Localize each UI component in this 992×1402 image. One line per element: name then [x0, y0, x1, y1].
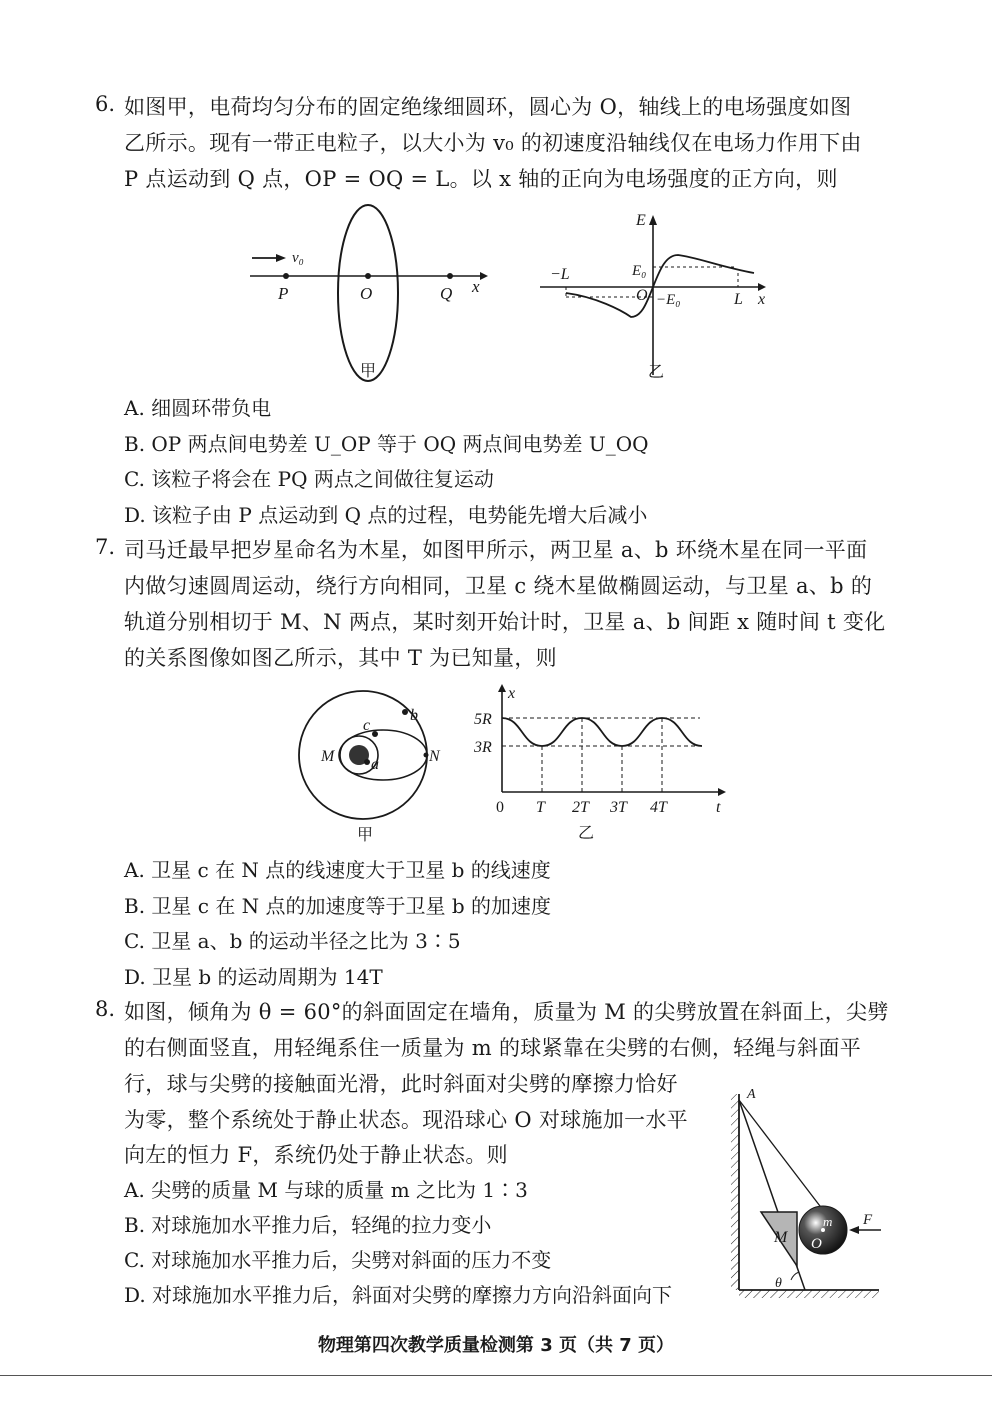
q8-fig-O-label: O — [811, 1236, 822, 1252]
q8-option-a: A. 尖劈的质量 M 与球的质量 m 之比为 1∶3 — [124, 1178, 528, 1202]
q8-option-b: B. 对球施加水平推力后，轻绳的拉力变小 — [124, 1213, 492, 1237]
q8-option-c: C. 对球施加水平推力后，尖劈对斜面的压力不变 — [124, 1248, 552, 1272]
q7-yi-caption: 乙 — [578, 825, 595, 842]
q7-yi-t-label: t — [716, 799, 721, 816]
q7-option-b: B. 卫星 c 在 N 点的加速度等于卫星 b 的加速度 — [124, 894, 552, 918]
q8-line-5: 向左的恒力 F，系统仍处于静止状态。则 — [124, 1143, 508, 1167]
q6-line-3: P 点运动到 Q 点，OP = OQ = L。以 x 轴的正向为电场强度的正方向，则 — [124, 167, 838, 191]
q8-fig-F-label: F — [863, 1212, 873, 1228]
q7-yi-2T-label: 2T — [572, 799, 589, 816]
q7-option-a: A. 卫星 c 在 N 点的线速度大于卫星 b 的线速度 — [124, 858, 551, 882]
q7-yi-x-label: x — [508, 685, 516, 702]
q7-line-3: 轨道分别相切于 M、N 两点，某时刻开始计时，卫星 a、b 间距 x 随时间 t 变化 — [124, 610, 886, 634]
q6-yi-x-label: x — [758, 291, 766, 308]
q6-jia-x-label: x — [472, 277, 480, 296]
q7-line-2: 内做匀速圆周运动，绕行方向相同，卫星 c 绕木星做椭圆运动，与卫星 a、b 的 — [124, 574, 873, 598]
q7-jia-b-label: b — [410, 707, 418, 724]
q8-fig-M-label: M — [774, 1229, 788, 1246]
q6-yi-L-label: L — [734, 291, 743, 308]
q6-yi-negE0-label: −E₀ — [656, 292, 681, 308]
q7-jia-N-label: N — [429, 748, 440, 765]
q7-yi-3T-label: 3T — [610, 799, 627, 816]
q6-option-c: C. 该粒子将会在 PQ 两点之间做往复运动 — [124, 467, 494, 491]
q7-figure-jia — [295, 690, 455, 855]
q8-fig-theta-label: θ — [775, 1276, 782, 1291]
q8-figure — [725, 1080, 895, 1310]
q6-jia-Q-label: Q — [440, 284, 453, 303]
q7-number: 7. — [95, 535, 116, 559]
q8-line-3: 行，球与尖劈的接触面光滑，此时斜面对尖劈的摩擦力恰好 — [124, 1072, 678, 1096]
q7-jia-c-label: c — [363, 717, 371, 734]
q6-yi-E-label: E — [636, 212, 646, 229]
q6-yi-negL-label: −L — [550, 266, 570, 283]
q6-jia-caption: 甲 — [360, 363, 377, 380]
q7-jia-a-label: a — [371, 756, 379, 773]
q7-yi-T-label: T — [536, 799, 545, 816]
q6-yi-caption: 乙 — [648, 364, 665, 381]
q7-yi-t0-label: 0 — [496, 799, 504, 816]
q6-line-1: 如图甲，电荷均匀分布的固定绝缘细圆环，圆心为 O，轴线上的电场强度如图 — [124, 95, 852, 119]
q7-yi-5R-label: 5R — [474, 711, 492, 728]
q8-line-2: 的右侧面竖直，用轻绳系住一质量为 m 的球紧靠在尖劈的右侧，轻绳与斜面平 — [124, 1036, 862, 1060]
q8-option-d: D. 对球施加水平推力后，斜面对尖劈的摩擦力方向沿斜面向下 — [124, 1283, 673, 1307]
q6-option-a: A. 细圆环带负电 — [124, 396, 272, 420]
q7-yi-3R-label: 3R — [474, 739, 492, 756]
q8-line-4: 为零，整个系统处于静止状态。现沿球心 O 对球施加一水平 — [124, 1108, 688, 1132]
q7-line-1: 司马迁最早把岁星命名为木星，如图甲所示，两卫星 a、b 环绕木星在同一平面 — [124, 538, 868, 562]
bottom-rule — [0, 1375, 992, 1376]
q6-option-d: D. 该粒子由 P 点运动到 Q 点的过程，电势能先增大后减小 — [124, 503, 648, 527]
q7-jia-M-label: M — [321, 748, 335, 765]
q7-yi-4T-label: 4T — [650, 799, 667, 816]
q7-line-4: 的关系图像如图乙所示，其中 T 为已知量，则 — [124, 646, 557, 670]
q6-option-b: B. OP 两点间电势差 U_OP 等于 OQ 两点间电势差 U_OQ — [124, 432, 649, 456]
q7-option-c: C. 卫星 a、b 的运动半径之比为 3∶5 — [124, 929, 461, 953]
q6-figure-jia — [240, 200, 500, 385]
q6-line-2: 乙所示。现有一带正电粒子，以大小为 v₀ 的初速度沿轴线仅在电场力作用下由 — [124, 131, 862, 155]
q6-jia-O-label: O — [360, 284, 373, 303]
q8-line-1: 如图，倾角为 θ = 60°的斜面固定在墙角，质量为 M 的尖劈放置在斜面上，尖劈 — [124, 1000, 889, 1024]
q8-fig-A-label: A — [747, 1087, 756, 1102]
q6-yi-E0-label: E₀ — [632, 263, 647, 279]
q8-fig-m-label: m — [823, 1214, 833, 1229]
q7-jia-caption: 甲 — [357, 827, 374, 844]
q8-number: 8. — [95, 997, 116, 1021]
q6-figure-yi — [536, 205, 776, 385]
q7-option-d: D. 卫星 b 的运动周期为 14T — [124, 965, 383, 989]
q6-number: 6. — [95, 92, 116, 116]
page-footer: 物理第四次教学质量检测第 3 页（共 7 页） — [317, 1335, 675, 1356]
q6-jia-v0-label: v₀ — [292, 250, 304, 266]
q7-figure-yi — [470, 680, 740, 845]
q6-yi-O-label: O — [636, 287, 648, 304]
q6-jia-P-label: P — [278, 284, 289, 303]
